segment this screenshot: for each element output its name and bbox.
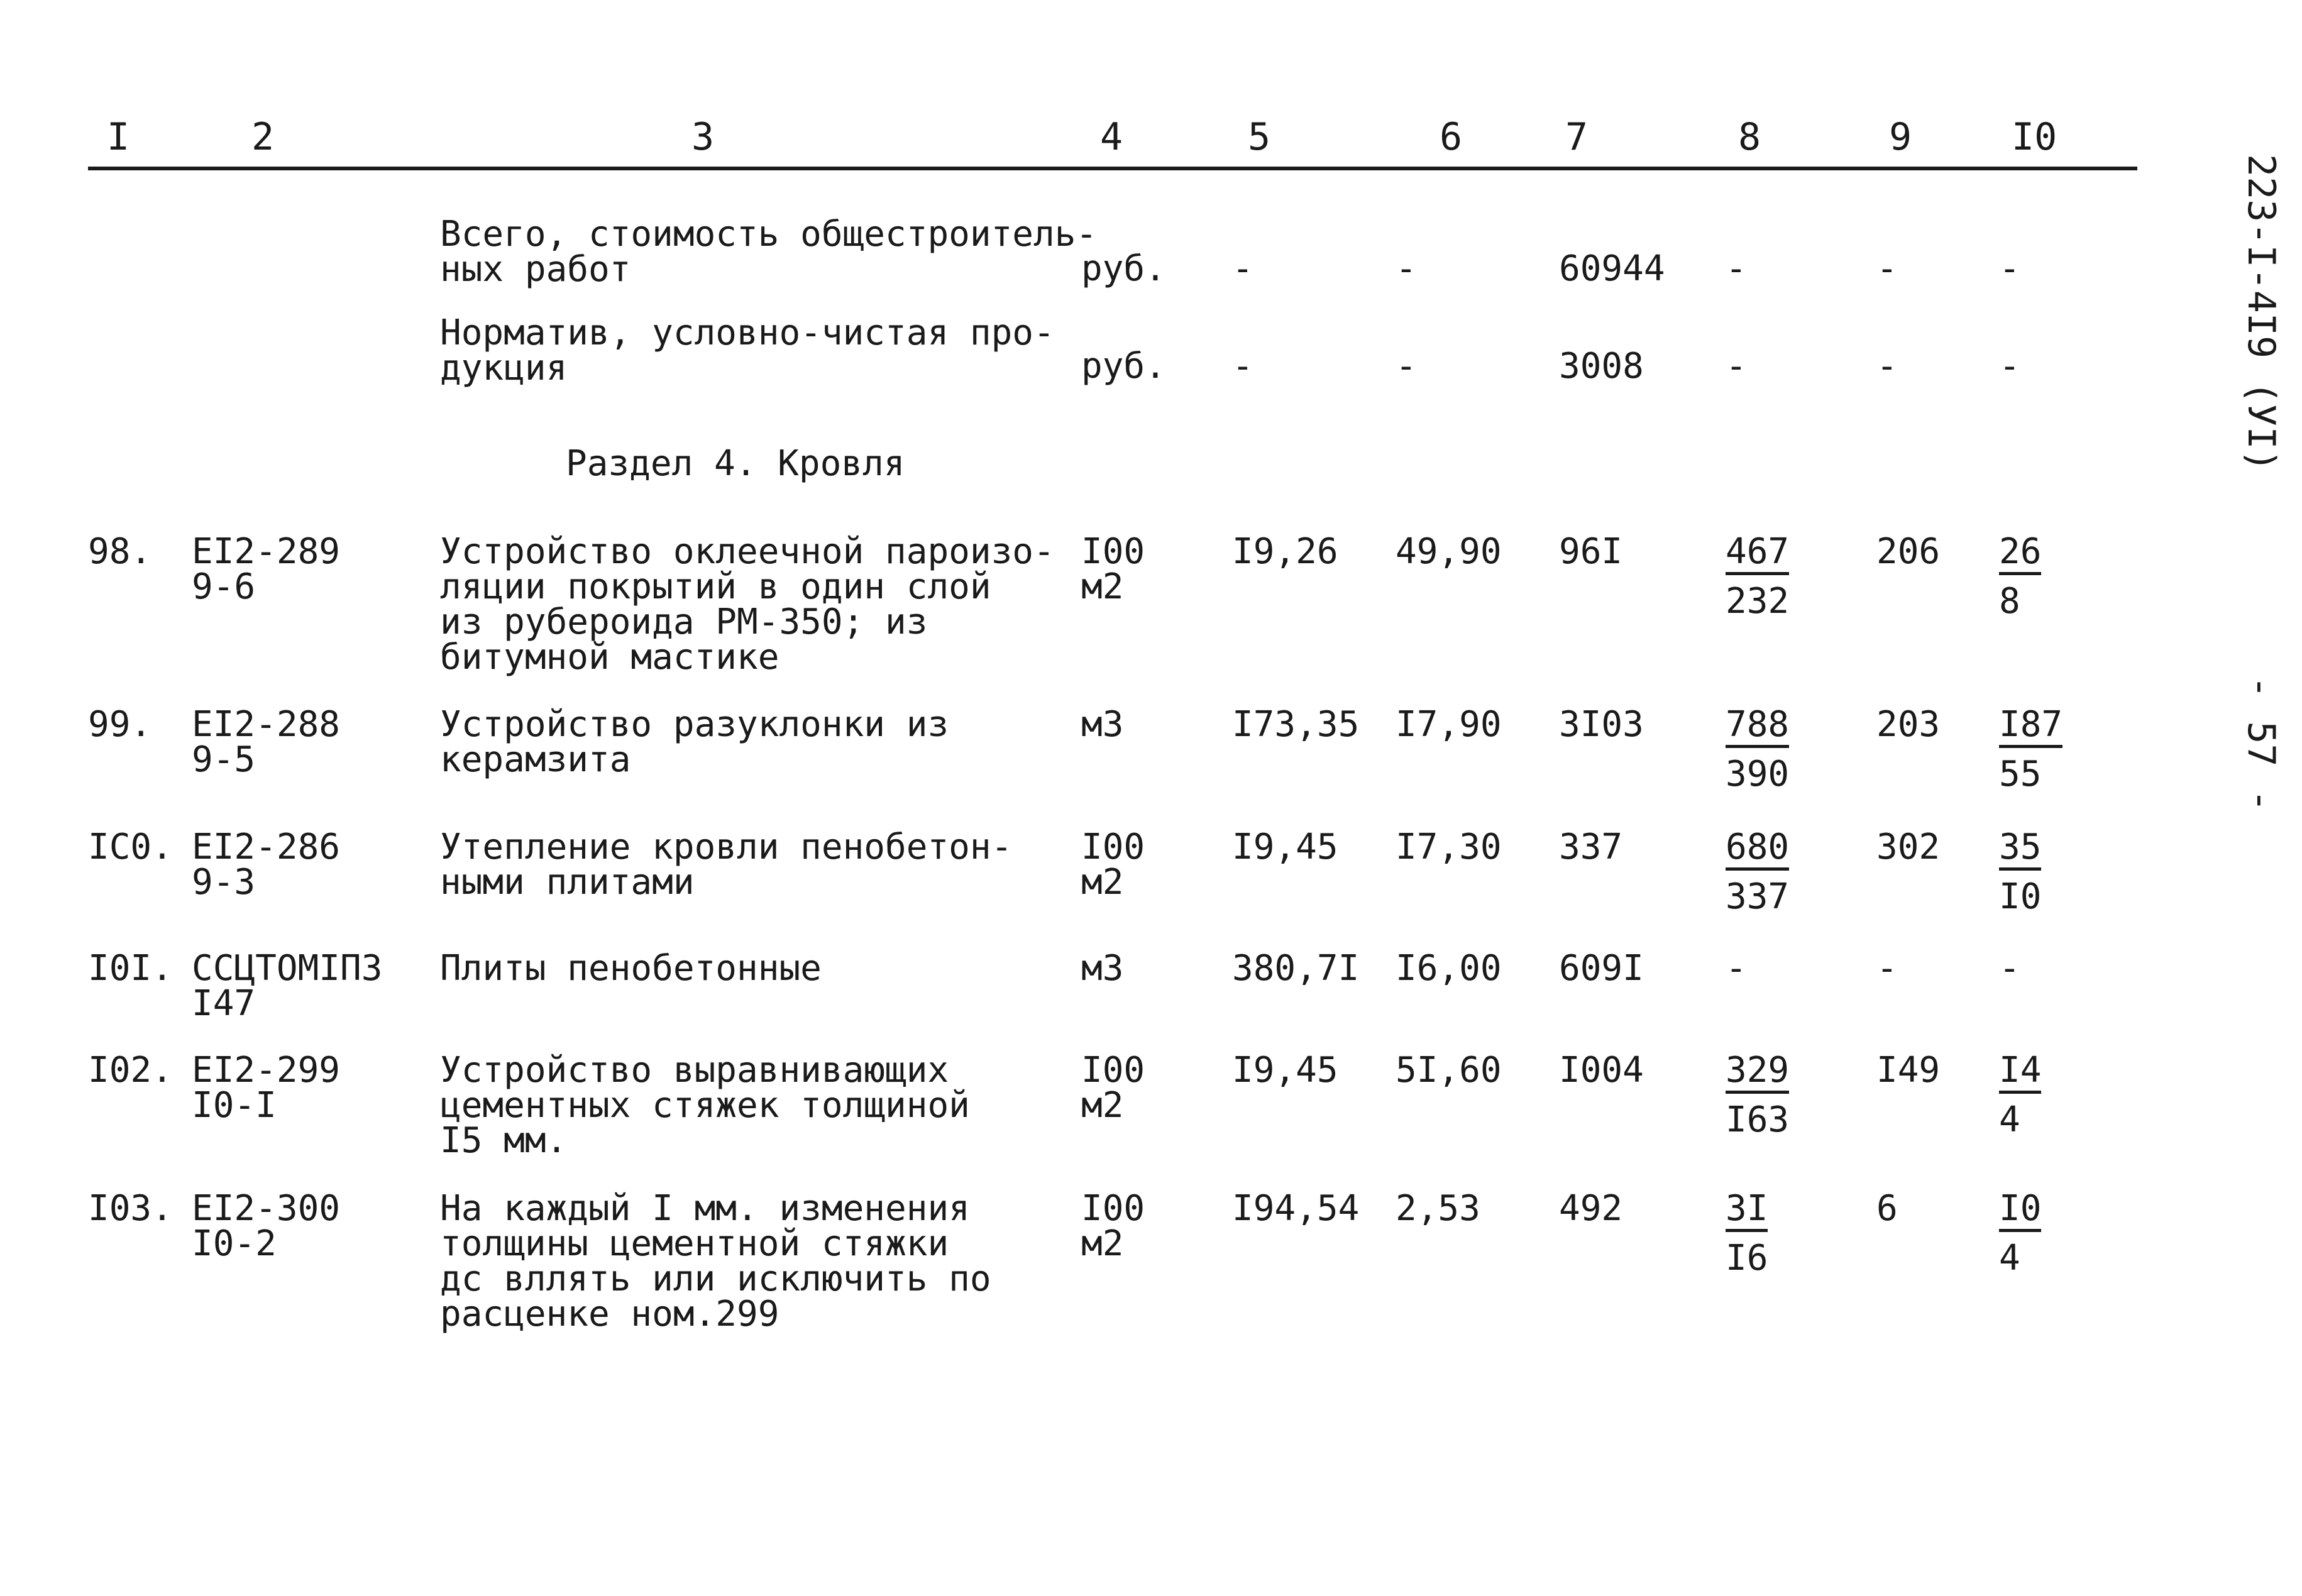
cell-col-6: - — [1396, 248, 1417, 289]
cell-col-9: - — [1876, 346, 1898, 387]
summary-unit: руб. — [1081, 248, 1166, 289]
header-col-6: 6 — [1440, 115, 1463, 159]
header-col-5: 5 — [1248, 115, 1271, 159]
row-number: I0I. — [88, 948, 173, 989]
row-number: 98. — [88, 531, 152, 572]
row-code: EI2-299 I0-I — [192, 1050, 341, 1126]
cell-col-8-fraction — [1726, 827, 1790, 917]
row-number: I03. — [88, 1188, 173, 1229]
fraction-denominator: 232 — [1726, 581, 1790, 622]
fraction-denominator: 4 — [1999, 1238, 2020, 1279]
header-col-3: 3 — [691, 115, 715, 159]
cell-col-10-fraction — [1999, 1188, 2042, 1279]
cell-col-5: 380,7I — [1232, 948, 1360, 989]
fraction-numerator: 788 — [1726, 707, 1789, 748]
row-unit: I00 м2 — [1081, 1050, 1145, 1126]
cell-col-5: I73,35 — [1232, 704, 1360, 745]
header-col-8: 8 — [1738, 115, 1761, 159]
fraction-denominator: 390 — [1726, 754, 1790, 795]
cell-col-8-fraction — [1726, 1188, 1768, 1279]
row-description: Устройство разуклонки из керамзита — [440, 704, 949, 780]
cell-col-8-fraction — [1726, 531, 1790, 622]
row-description: На каждый I мм. изменения толщины цементной стяжки дс вллять или исключить по расценке ном.299 — [440, 1188, 991, 1335]
row-unit: I00 м2 — [1081, 827, 1145, 903]
header-col-4: 4 — [1100, 115, 1123, 159]
cell-col-6: I6,00 — [1396, 948, 1502, 989]
cell-col-5: - — [1232, 248, 1253, 289]
fraction-numerator: 3I — [1726, 1191, 1768, 1232]
row-code: EI2-300 I0-2 — [192, 1188, 341, 1264]
cell-col-10: - — [1999, 346, 2020, 387]
row-number: I02. — [88, 1050, 173, 1091]
cell-col-7: 492 — [1559, 1188, 1623, 1229]
fraction-denominator: 55 — [1999, 754, 2042, 795]
row-number: IC0. — [88, 827, 173, 867]
header-col-10: I0 — [2012, 115, 2057, 159]
row-description: Плиты пенобетонные — [440, 948, 822, 989]
document-code: 223-I-4I9 (УI) — [2239, 154, 2283, 472]
cell-col-6: 5I,60 — [1396, 1050, 1502, 1091]
cell-col-10-fraction — [1999, 1050, 2042, 1140]
cell-col-5: I9,26 — [1232, 531, 1338, 572]
fraction-denominator: 4 — [1999, 1099, 2020, 1140]
cell-col-8-fraction — [1726, 1050, 1790, 1140]
summary-unit: руб. — [1081, 346, 1166, 387]
row-number: 99. — [88, 704, 152, 745]
cell-col-9: 206 — [1876, 531, 1941, 572]
cell-col-7: I004 — [1559, 1050, 1644, 1091]
fraction-numerator: I4 — [1999, 1053, 2041, 1094]
cell-col-10: - — [1999, 248, 2020, 289]
row-code: EI2-289 9-6 — [192, 531, 341, 607]
cell-col-6: 2,53 — [1396, 1188, 1480, 1229]
cell-col-7: 3008 — [1559, 346, 1644, 387]
section-title: Раздел 4. Кровля — [566, 443, 905, 484]
row-unit: м3 — [1081, 704, 1124, 745]
row-description: Устройство выравнивающих цементных стяжек толщиной I5 мм. — [440, 1050, 970, 1161]
fraction-denominator: 8 — [1999, 581, 2020, 622]
cell-col-9: I49 — [1876, 1050, 1941, 1091]
cell-col-5: I9,45 — [1232, 827, 1338, 867]
fraction-denominator: I0 — [1999, 876, 2042, 917]
cell-col-5: I94,54 — [1232, 1188, 1360, 1229]
fraction-numerator: I87 — [1999, 707, 2062, 748]
cell-col-8: - — [1726, 948, 1747, 989]
cell-col-10: - — [1999, 948, 2020, 989]
summary-description: Норматив, условно-чистая про- дукция — [440, 312, 1055, 388]
cell-col-7: 609I — [1559, 948, 1644, 989]
cell-col-8: - — [1726, 248, 1747, 289]
header-col-2: 2 — [251, 115, 275, 159]
fraction-numerator: 35 — [1999, 830, 2041, 871]
row-code: ССЦТОМIПЗ I47 — [192, 948, 383, 1024]
cell-col-7: 60944 — [1559, 248, 1665, 289]
header-col-7: 7 — [1565, 115, 1589, 159]
fraction-numerator: 467 — [1726, 534, 1789, 575]
cell-col-7: 3I03 — [1559, 704, 1644, 745]
fraction-numerator: 26 — [1999, 534, 2041, 575]
page-number: - 57 - — [2239, 676, 2283, 812]
header-col-1: I — [107, 115, 130, 159]
row-unit: I00 м2 — [1081, 531, 1145, 607]
row-code: EI2-286 9-3 — [192, 827, 341, 903]
cell-col-10-fraction — [1999, 827, 2042, 917]
row-description: Утепление кровли пенобетон- ными плитами — [440, 827, 1013, 903]
row-unit: м3 — [1081, 948, 1124, 989]
fraction-numerator: I0 — [1999, 1191, 2041, 1232]
cell-col-9: - — [1876, 948, 1898, 989]
row-code: EI2-288 9-5 — [192, 704, 341, 780]
cell-col-10-fraction — [1999, 531, 2042, 622]
cell-col-8-fraction — [1726, 704, 1790, 795]
cell-col-7: 337 — [1559, 827, 1623, 867]
fraction-denominator: 337 — [1726, 876, 1790, 917]
cell-col-6: 49,90 — [1396, 531, 1502, 572]
header-col-9: 9 — [1889, 115, 1912, 159]
cell-col-5: I9,45 — [1232, 1050, 1338, 1091]
row-description: Устройство оклеечной пароизо- ляции покрытий в один слой из рубероида РМ-350; из битумной мастике — [440, 531, 1055, 678]
cell-col-6: I7,90 — [1396, 704, 1502, 745]
row-unit: I00 м2 — [1081, 1188, 1145, 1264]
cell-col-8: - — [1726, 346, 1747, 387]
summary-description: Всего, стоимость общестроитель- ных работ — [440, 214, 1098, 290]
cell-col-9: 203 — [1876, 704, 1941, 745]
fraction-denominator: I63 — [1726, 1099, 1790, 1140]
cell-col-9: 6 — [1876, 1188, 1898, 1229]
fraction-denominator: I6 — [1726, 1238, 1768, 1279]
fraction-numerator: 329 — [1726, 1053, 1789, 1094]
cell-col-9: - — [1876, 248, 1898, 289]
cell-col-6: - — [1396, 346, 1417, 387]
cell-col-5: - — [1232, 346, 1253, 387]
header-rule — [88, 167, 2137, 170]
cell-col-7: 96I — [1559, 531, 1623, 572]
cell-col-10-fraction — [1999, 704, 2063, 795]
cell-col-9: 302 — [1876, 827, 1941, 867]
cell-col-6: I7,30 — [1396, 827, 1502, 867]
fraction-numerator: 680 — [1726, 830, 1789, 871]
